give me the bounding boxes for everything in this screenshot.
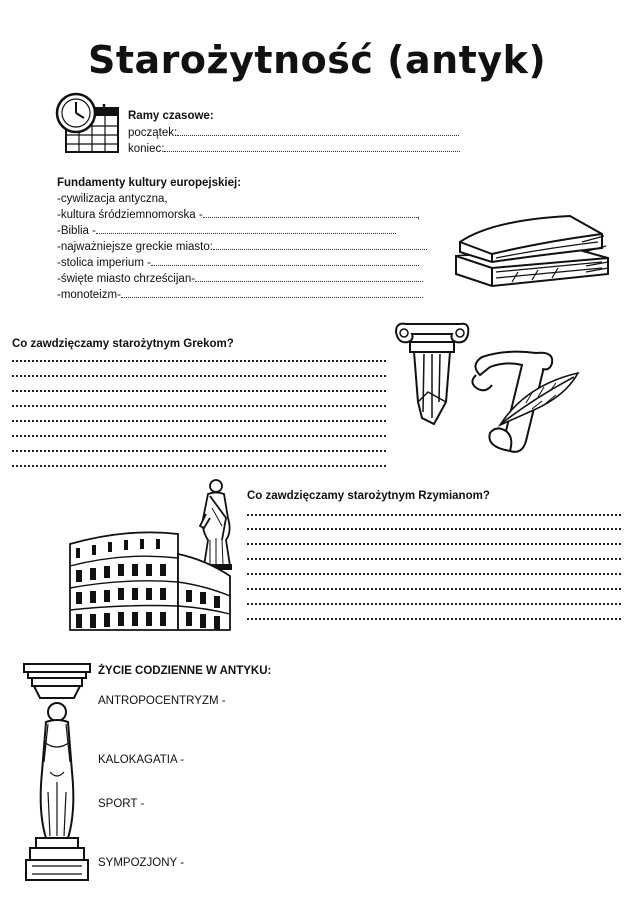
answer-line[interactable]: [12, 420, 386, 422]
answer-line[interactable]: [247, 558, 621, 560]
answer-line[interactable]: [247, 528, 621, 530]
end-blank[interactable]: [164, 141, 460, 152]
ionic-column-illustration: [394, 322, 470, 434]
daily-life-item: SPORT -: [98, 798, 145, 810]
answer-line[interactable]: [247, 588, 621, 590]
answer-line[interactable]: [247, 543, 621, 545]
scroll-quill-illustration: [466, 345, 582, 459]
answer-line[interactable]: [12, 360, 386, 362]
answer-line[interactable]: [12, 405, 386, 407]
answer-line[interactable]: [247, 618, 621, 620]
foundation-item: -monoteizm-: [57, 287, 427, 303]
answer-line[interactable]: [247, 603, 621, 605]
start-label: początek:: [128, 127, 178, 139]
colosseum-illustration: [66, 526, 232, 632]
end-line: [128, 141, 460, 155]
foundation-item: -cywilizacja antyczna,: [57, 193, 168, 205]
foundation-item: -najważniejsze greckie miasto:: [57, 239, 427, 255]
daily-life-item: KALOKAGATIA -: [98, 754, 185, 766]
answer-line[interactable]: [12, 390, 386, 392]
foundation-item: -kultura śródziemnomorska - ,: [57, 209, 420, 221]
greeks-question: Co zawdzięczamy starożytnym Grekom?: [12, 338, 234, 350]
answer-line[interactable]: [12, 435, 386, 437]
foundation-item: -święte miasto chrześcijan-: [57, 271, 427, 287]
foundation-item: -stolica imperium -: [57, 255, 427, 271]
start-blank[interactable]: [177, 125, 459, 136]
foundation-item: -Biblia -: [57, 223, 427, 239]
start-line: [128, 125, 459, 139]
answer-line[interactable]: [247, 514, 621, 516]
clock-calendar-icon: [56, 94, 122, 156]
answer-line[interactable]: [12, 450, 386, 452]
books-illustration: [452, 212, 614, 290]
foundations-list: [57, 192, 427, 303]
daily-life-heading: ŻYCIE CODZIENNE W ANTYKU:: [98, 665, 272, 677]
answer-line[interactable]: [12, 375, 386, 377]
end-label: koniec:: [128, 143, 165, 155]
caryatid-column-illustration: [22, 662, 92, 886]
foundations-heading: Fundamenty kultury europejskiej:: [57, 177, 242, 189]
answer-line[interactable]: [12, 465, 386, 467]
page-title: Starożytność (antyk): [88, 38, 547, 82]
romans-question: Co zawdzięczamy starożytnym Rzymianom?: [247, 490, 490, 502]
answer-line[interactable]: [247, 573, 621, 575]
daily-life-item: ANTROPOCENTRYZM -: [98, 695, 226, 707]
time-frame-heading: Ramy czasowe:: [128, 110, 214, 122]
daily-life-item: SYMPOZJONY -: [98, 857, 185, 869]
